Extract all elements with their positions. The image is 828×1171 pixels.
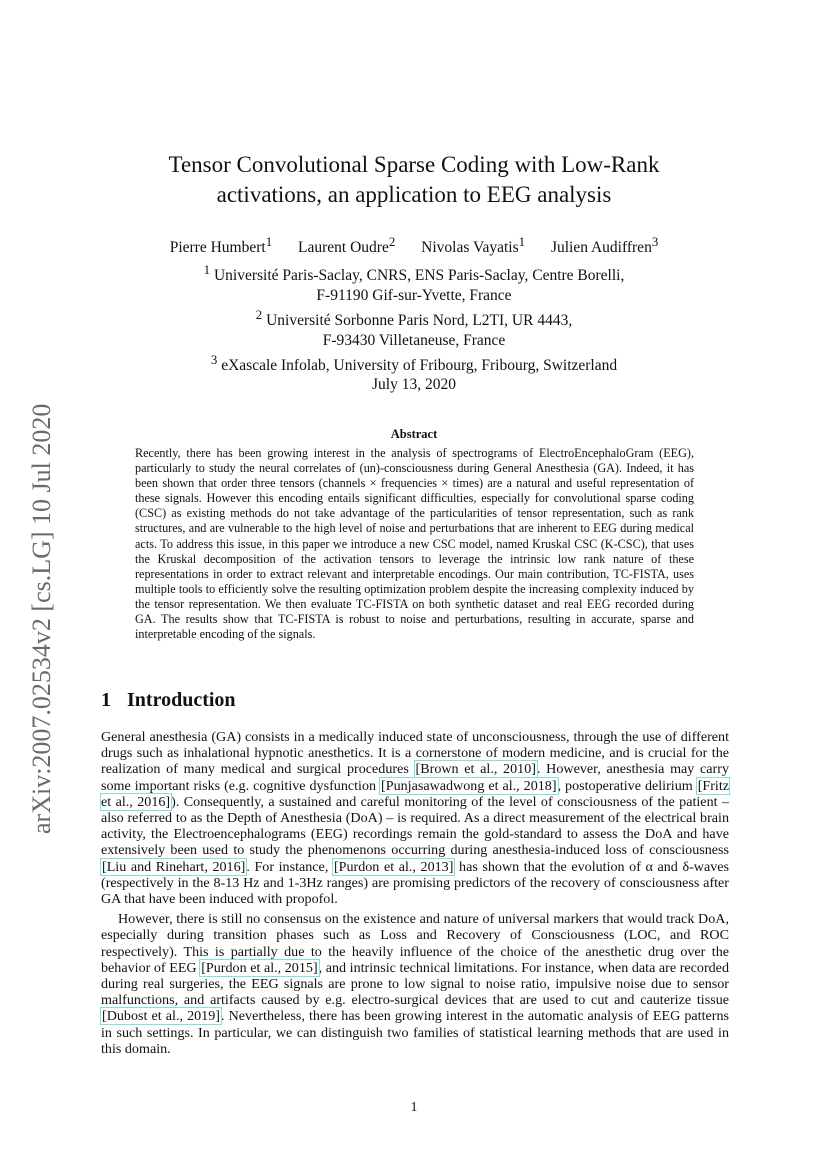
citation-link[interactable]: [Purdon et al., 2015] bbox=[201, 959, 318, 976]
affil-mark: 2 bbox=[255, 307, 263, 323]
author-affil-mark: 1 bbox=[265, 234, 273, 249]
text-run: . However, anesthesia may carry some important risks (e.g. cognitive dysfunction bbox=[101, 761, 729, 794]
author-affil-mark: 1 bbox=[518, 234, 526, 249]
author-3 bbox=[421, 234, 526, 257]
author-name: Julien Audiffren bbox=[550, 239, 652, 257]
affiliation-1 bbox=[100, 260, 728, 286]
author-4 bbox=[550, 234, 659, 257]
affil-line: eXascale Infolab, University of Fribourg, Fribourg, Switzerland bbox=[221, 357, 618, 375]
author-name: Nivolas Vayatis bbox=[421, 239, 519, 257]
citation-link[interactable]: [Fritz et al., 2016] bbox=[101, 777, 729, 810]
introduction-body bbox=[101, 729, 729, 1057]
affil-line: F-93430 Villetaneuse, France bbox=[322, 331, 506, 349]
text-run: General anesthesia (GA) consists in a medically induced state of unconsciousness, through the use of different drugs such as inhalational hypnotic anesthetics. It is a cornerstone of modern medicine, and is crucial for the realization of many medical and surgical procedures bbox=[101, 729, 729, 778]
title-line-2: activations, an application to EEG analysis bbox=[216, 182, 612, 207]
text-run: has shown that the evolution of α and δ-waves (respectively in the 8-13 Hz and 1-3Hz ranges) are promising predictors of the recovery of consciousness after GA that have been induced with propofol. bbox=[101, 858, 729, 908]
paragraph-1 bbox=[101, 729, 729, 907]
citation-link[interactable]: [Punjasawadwong et al., 2018] bbox=[381, 777, 557, 794]
title-line-1: Tensor Convolutional Sparse Coding with Low-Rank bbox=[168, 152, 660, 177]
citation-link[interactable]: [Liu and Rinehart, 2016] bbox=[102, 858, 246, 875]
affiliation-2 bbox=[100, 305, 728, 331]
text-run: , postoperative delirium bbox=[557, 777, 697, 794]
text-run: ). Consequently, a sustained and careful monitoring of the level of consciousness of the patient – also referred to as the Depth of Anesthesia (DoA) – is required. As a direct measurement of the electrical brain activity, the Electroencephalograms (EEG) recordings remain the gold-standard to assess the DoA and have extensively been used to study the phenomenons occurring during anesthesia-induced loss of consciousness bbox=[101, 793, 730, 859]
citation-link[interactable]: [Brown et al., 2010] bbox=[415, 761, 536, 778]
arxiv-stamp-text: arXiv:2007.02534v2 [cs.LG] 10 Jul 2020 bbox=[27, 403, 56, 834]
author-list bbox=[100, 232, 728, 258]
arxiv-identifier-stamp[interactable] bbox=[18, 360, 62, 840]
affil-mark: 3 bbox=[210, 352, 218, 368]
author-2 bbox=[298, 234, 396, 257]
paragraph-2 bbox=[101, 911, 729, 1057]
publication-date: July 13, 2020 bbox=[372, 376, 456, 393]
page-number: 1 bbox=[410, 1100, 418, 1115]
citation-link[interactable]: [Dubost et al., 2019] bbox=[102, 1008, 220, 1025]
author-name: Laurent Oudre bbox=[298, 239, 389, 257]
arxiv-stamp-graphic bbox=[18, 360, 62, 840]
affil-line: F-91190 Gif-sur-Yvette, France bbox=[316, 286, 512, 304]
text-run: . Nevertheless, there has been growing interest in the automatic analysis of EEG patterns in such settings. In particular, we can distinguish two families of statistical learning methods that are used in this domain. bbox=[101, 1008, 729, 1057]
author-affil-mark: 2 bbox=[388, 234, 396, 249]
text-run: However, there is still no consensus on the existence and nature of universal markers that would track DoA, especially during transition phases such as Loss and Recovery of Consciousness (LOC, and ROC respectively). This is partially due to the heavily influence of the choice of the anesthetic drug over the behavior of EEG bbox=[101, 911, 729, 976]
section-heading bbox=[101, 689, 236, 712]
paper-title bbox=[100, 150, 728, 210]
author-affil-mark: 3 bbox=[651, 234, 659, 249]
affil-line: Université Paris-Saclay, CNRS, ENS Paris-Saclay, Centre Borelli, bbox=[213, 267, 625, 285]
affil-line: Université Sorbonne Paris Nord, L2TI, UR 4443, bbox=[266, 312, 573, 330]
abstract-text: Recently, there has been growing interest in the analysis of spectrograms of ElectroEncephaloGram (EEG), particularly to study the neural correlates of (un)-consciousness during General Anesthesia (GA). Indeed, it has been shown that order three tensors (channels × frequencies × times) are a natural and useful representation of these signals. However this encoding entails significant difficulties, especially for convolutional sparse coding (CSC) as existing methods do not take advantage of the particularities of tensor representation, such as rank structures, and are vulnerable to the high level of noise and perturbations that are inherent to EEG during medical acts. To address this issue, in this paper we introduce a new CSC model, named Kruskal CSC (K-CSC), that uses the Kruskal decomposition of the activation tensors to leverage the intrinsic low rank nature of these representations in order to extract relevant and interpretable encodings. Our main contribution, TC-FISTA, uses multiple tools to efficiently solve the resulting optimization problem despite the increasing complexity induced by the tensor representation. We then evaluate TC-FISTA on both synthetic dataset and real EEG recorded during GA. The results show that TC-FISTA is robust to noise and perturbations, resulting in accurate, sparse and interpretable encoding of the signals. bbox=[135, 446, 694, 642]
text-run: . For instance, bbox=[246, 858, 333, 875]
author-name: Pierre Humbert bbox=[169, 239, 266, 257]
affiliations bbox=[100, 260, 728, 376]
text-run: , and intrinsic technical limitations. For instance, when data are recorded during real surgeries, the EEG signals are prone to low signal to noise ratio, impulsive noise due to sensor malfunctions, and artifacts caused by e.g. electro-surgical devices that are used to cut and cauterize tissue bbox=[101, 959, 729, 1009]
affil-mark: 1 bbox=[203, 262, 211, 277]
section-number: 1 bbox=[101, 689, 111, 711]
author-1 bbox=[169, 234, 273, 257]
citation-link[interactable]: [Purdon et al., 2013] bbox=[333, 858, 454, 875]
abstract-heading: Abstract bbox=[390, 427, 438, 441]
section-title: Introduction bbox=[127, 689, 236, 711]
affiliation-3 bbox=[100, 350, 728, 376]
